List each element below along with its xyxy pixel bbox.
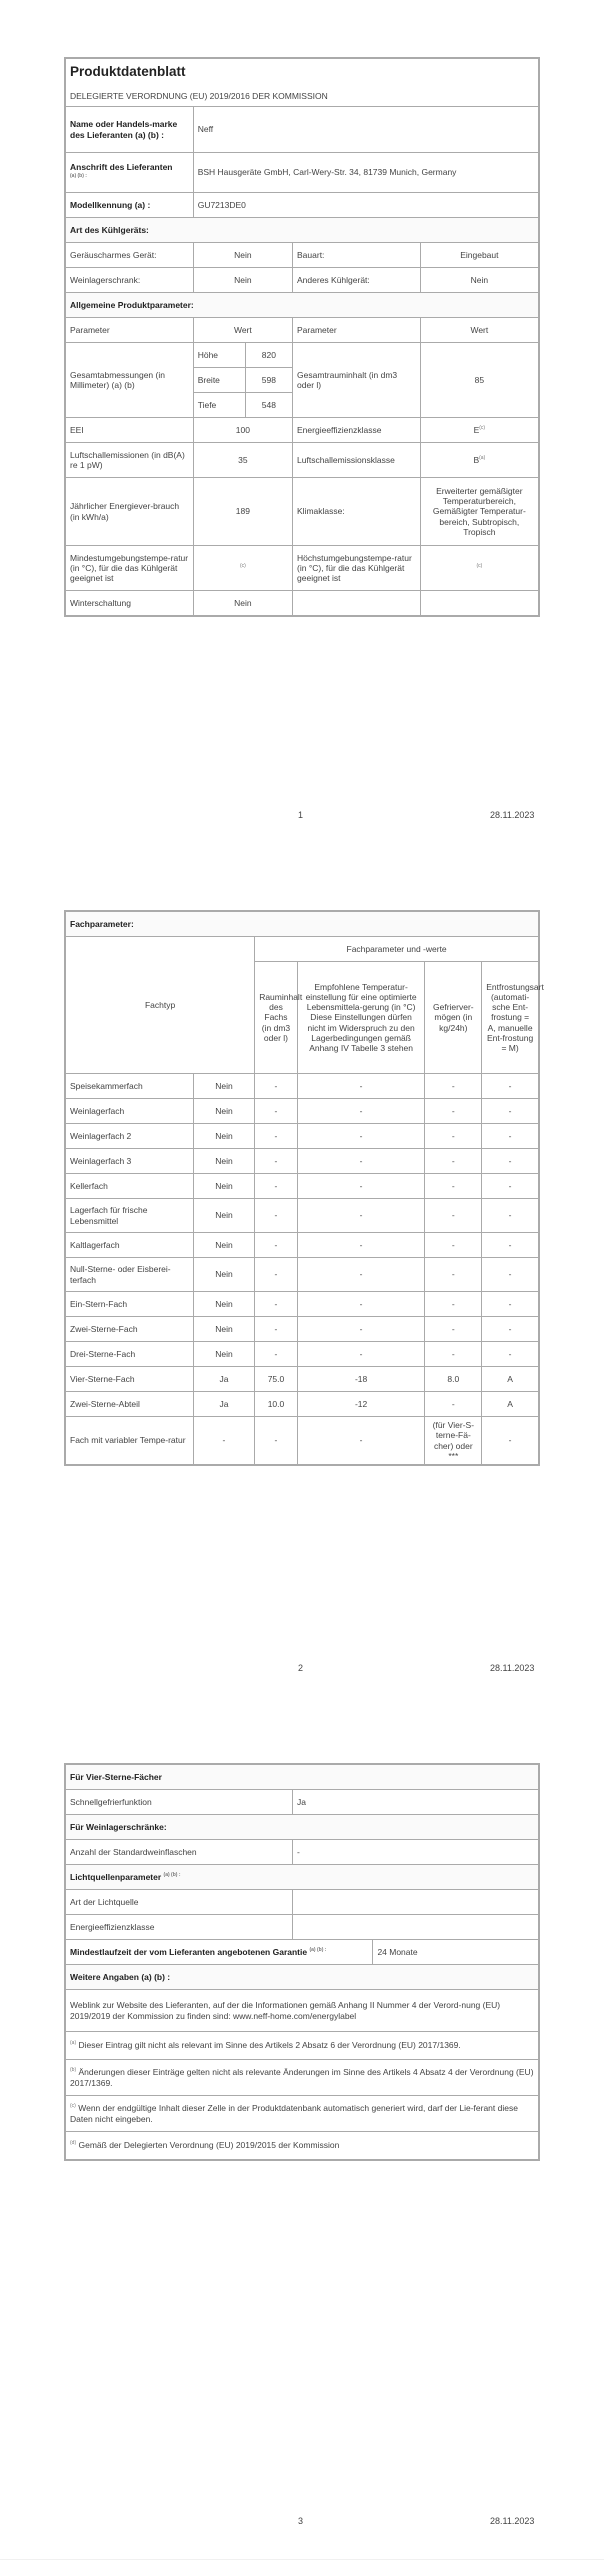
model-label: Modellkennung (a) : <box>66 193 194 218</box>
compartment-present: - <box>193 1417 254 1465</box>
compartment-name: Fach mit variabler Tempe-ratur <box>66 1417 194 1465</box>
lighttype-label: Art der Lichtquelle <box>66 1890 293 1915</box>
compartment-name: Weinlagerfach 3 <box>66 1149 194 1174</box>
compartment-defrost: - <box>482 1174 539 1199</box>
col-volume-header: Rauminhalt des Fachs (in dm3 oder l) <box>255 962 298 1074</box>
quickfreeze-label: Schnellgefrierfunktion <box>66 1790 293 1815</box>
volume-value: 85 <box>420 343 538 418</box>
page-2 <box>0 853 604 1706</box>
col-value-header: Wert <box>193 318 292 343</box>
compartment-freeze: - <box>425 1074 482 1099</box>
compartment-volume: - <box>255 1292 298 1317</box>
compartment-volume: 75.0 <box>255 1367 298 1392</box>
compartment-defrost: - <box>482 1417 539 1465</box>
compartment-defrost: - <box>482 1099 539 1124</box>
compartment-name: Vier-Sterne-Fach <box>66 1367 194 1392</box>
compartment-defrost: - <box>482 1292 539 1317</box>
general-section: Allgemeine Produktparameter: <box>66 293 539 318</box>
note-b: $^{(b)}$ Änderungen dieser Einträge gelten nicht als relevante Änderungen im Sinne des Artikels 4 Absatz 4 der Verordnung (EU) 2017/1369. <box>66 2060 539 2096</box>
build-label: Bauart: <box>293 243 421 268</box>
lightclass-label: Energieeffizienzklasse <box>66 1915 293 1940</box>
table-row <box>66 1367 539 1392</box>
compartment-defrost: A <box>482 1367 539 1392</box>
compartment-temp: - <box>297 1292 425 1317</box>
compartment-name: Zwei-Sterne-Abteil <box>66 1392 194 1417</box>
compartment-defrost: - <box>482 1233 539 1258</box>
compartment-freeze: (für Vier-S-terne-Fä-cher) oder *** <box>425 1417 482 1465</box>
climate-value: Erweiterter gemäßigter Temperaturbereich, Gemäßigter Temperatur-bereich, Subtropisch, Tropisch <box>420 478 538 546</box>
compartment-temp: -12 <box>297 1392 425 1417</box>
model-value: GU7213DE0 <box>193 193 538 218</box>
compartment-table <box>65 911 544 1465</box>
table-row <box>66 1233 539 1258</box>
compartment-volume: - <box>255 1342 298 1367</box>
compartment-volume: - <box>255 1317 298 1342</box>
page-number: 3 <box>298 2516 304 2526</box>
maxtemp-value-cell <box>420 546 538 591</box>
address-label: Anschrift des Lieferanten $^{(a) (b) :}$ <box>66 153 194 193</box>
col-group-header: Fachparameter und -werte <box>255 937 539 962</box>
compartment-temp: - <box>297 1099 425 1124</box>
table-row <box>66 1342 539 1367</box>
col-defrost-header: Entfrostungsart (automati-sche Ent-frostung = A, manuelle Ent-frostung = M) <box>482 962 539 1074</box>
compartment-present: Nein <box>193 1124 254 1149</box>
compartment-present: Nein <box>193 1149 254 1174</box>
table-row <box>66 1149 539 1174</box>
compartment-present: Nein <box>193 1174 254 1199</box>
note-a: $^{(a)}$ Dieser Eintrag gilt nicht als relevant im Sinne des Artikels 2 Absatz 6 der Verordnung (EU) 2017/1369. <box>66 2032 539 2060</box>
table-row <box>66 1392 539 1417</box>
compartment-present: Nein <box>193 1317 254 1342</box>
fourstar-section: Für Vier-Sterne-Fächer <box>66 1765 539 1790</box>
compartment-freeze: - <box>425 1149 482 1174</box>
compartment-volume: - <box>255 1233 298 1258</box>
page-3 <box>0 1706 604 2559</box>
page-1 <box>0 0 604 853</box>
volume-label: Gesamtrauminhalt (in dm3 oder l) <box>293 343 421 418</box>
table-row <box>66 1292 539 1317</box>
empty-cell <box>420 591 538 616</box>
build-value: Eingebaut <box>420 243 538 268</box>
col-type-header: Fachtyp <box>66 937 255 1074</box>
compartment-volume: - <box>255 1149 298 1174</box>
additional-box <box>64 1763 540 2161</box>
lighttype-value <box>293 1890 539 1915</box>
compartment-present: Nein <box>193 1292 254 1317</box>
compartment-temp: - <box>297 1342 425 1367</box>
compartment-defrost: - <box>482 1074 539 1099</box>
compartment-defrost: - <box>482 1258 539 1292</box>
page-date: 28.11.2023 <box>490 810 535 820</box>
bottles-value: - <box>293 1840 539 1865</box>
table-row <box>66 1199 539 1233</box>
table-row <box>66 1417 539 1465</box>
page-number: 1 <box>298 810 304 820</box>
compartment-freeze: - <box>425 1099 482 1124</box>
col-param-header-2: Parameter <box>293 318 421 343</box>
table-row <box>66 1074 539 1099</box>
compartment-defrost: - <box>482 1124 539 1149</box>
table-row <box>66 1099 539 1124</box>
compartment-freeze: - <box>425 1317 482 1342</box>
compartment-present: Nein <box>193 1258 254 1292</box>
table-row <box>66 1174 539 1199</box>
compartment-freeze: 8.0 <box>425 1367 482 1392</box>
compartment-volume: - <box>255 1417 298 1465</box>
compartment-present: Nein <box>193 1233 254 1258</box>
page-title: Produktdatenblatt <box>70 64 186 80</box>
compartment-volume: 10.0 <box>255 1392 298 1417</box>
winter-value: Nein <box>193 591 292 616</box>
wine-value: Nein <box>193 268 292 293</box>
width-label: Breite <box>193 368 245 393</box>
compartment-section: Fachparameter: <box>66 912 539 937</box>
warranty-label: Mindestlaufzeit der vom Lieferanten angebotenen Garantie $^{(a) (b) :}$ <box>66 1940 373 1965</box>
compartment-temp: - <box>297 1233 425 1258</box>
compartment-freeze: - <box>425 1392 482 1417</box>
height-label: Höhe <box>193 343 245 368</box>
compartment-name: Zwei-Sterne-Fach <box>66 1317 194 1342</box>
compartment-present: Nein <box>193 1074 254 1099</box>
compartment-volume: - <box>255 1174 298 1199</box>
dims-label: Gesamtabmessungen (in Millimeter) (a) (b) <box>66 343 194 418</box>
noiseclass-label: Luftschallemissionsklasse <box>293 443 421 478</box>
compartment-temp: -18 <box>297 1367 425 1392</box>
compartment-name: Drei-Sterne-Fach <box>66 1342 194 1367</box>
compartment-present: Ja <box>193 1367 254 1392</box>
more-section: Weitere Angaben (a) (b) : <box>66 1965 539 1990</box>
compartment-box <box>64 910 544 1466</box>
table-row <box>66 1258 539 1292</box>
maxtemp-value: (c) <box>476 563 483 570</box>
compartment-temp: - <box>297 1149 425 1174</box>
compartment-present: Nein <box>193 1199 254 1233</box>
table-row <box>66 1124 539 1149</box>
width-value: 598 <box>245 368 292 393</box>
page-number: 2 <box>298 1663 304 1673</box>
col-freeze-header: Gefrierver-mögen (in kg/24h) <box>425 962 482 1074</box>
compartment-name: Weinlagerfach <box>66 1099 194 1124</box>
type-section: Art des Kühlgeräts: <box>66 218 539 243</box>
warranty-value: 24 Monate <box>373 1940 539 1965</box>
eclass-value: $E^{(c)}$ <box>420 418 538 443</box>
table-row <box>66 1317 539 1342</box>
compartment-freeze: - <box>425 1292 482 1317</box>
page-date: 28.11.2023 <box>490 1663 535 1673</box>
compartment-volume: - <box>255 1124 298 1149</box>
compartment-present: Nein <box>193 1099 254 1124</box>
compartment-defrost: - <box>482 1317 539 1342</box>
mintemp-value: (c) <box>239 563 246 570</box>
weblink-text: Weblink zur Website des Lieferanten, auf der die Informationen gemäß Anhang II Nummer 4 der Verord-nung (EU) 2019/2019 der Kommission zu finden sind: www.neff-home.com/energylabel <box>66 1990 539 2032</box>
compartment-freeze: - <box>425 1258 482 1292</box>
maxtemp-label: Höchstumgebungstempe-ratur (in °C), für die das Kühlgerät geeignet ist <box>293 546 421 591</box>
page-date: 28.11.2023 <box>490 2516 535 2526</box>
compartment-present: Ja <box>193 1392 254 1417</box>
compartment-defrost: - <box>482 1342 539 1367</box>
compartment-name: Kellerfach <box>66 1174 194 1199</box>
compartment-temp: - <box>297 1317 425 1342</box>
depth-value: 548 <box>245 393 292 418</box>
compartment-defrost: A <box>482 1392 539 1417</box>
climate-label: Klimaklasse: <box>293 478 421 546</box>
additional-table <box>65 1764 539 2160</box>
compartment-temp: - <box>297 1258 425 1292</box>
address-value: BSH Hausgeräte GmbH, Carl-Wery-Str. 34, 81739 Munich, Germany <box>193 153 538 193</box>
compartment-name: Speisekammerfach <box>66 1074 194 1099</box>
other-value: Nein <box>420 268 538 293</box>
light-section: Lichtquellenparameter $^{(a) (b) :}$ <box>66 1865 539 1890</box>
compartment-temp: - <box>297 1199 425 1233</box>
energy-label: Jährlicher Energiever-brauch (in kWh/a) <box>66 478 194 546</box>
empty-cell <box>293 591 421 616</box>
noiseclass-value: $B^{(a)}$ <box>420 443 538 478</box>
height-value: 820 <box>245 343 292 368</box>
compartment-name: Ein-Stern-Fach <box>66 1292 194 1317</box>
mintemp-label: Mindestumgebungstempe-ratur (in °C), für die das Kühlgerät geeignet ist <box>66 546 194 591</box>
other-label: Anderes Kühlgerät: <box>293 268 421 293</box>
noise-label: Luftschallemissionen (in dB(A) re 1 pW) <box>66 443 194 478</box>
compartment-name: Weinlagerfach 2 <box>66 1124 194 1149</box>
compartment-temp: - <box>297 1124 425 1149</box>
eei-value: 100 <box>193 418 292 443</box>
mintemp-value-cell <box>193 546 292 591</box>
quiet-value: Nein <box>193 243 292 268</box>
quickfreeze-value: Ja <box>293 1790 539 1815</box>
compartment-volume: - <box>255 1199 298 1233</box>
depth-label: Tiefe <box>193 393 245 418</box>
product-sheet-box <box>64 57 540 617</box>
brand-value: Neff <box>193 107 538 153</box>
note-d: $^{(d)}$ Gemäß der Delegierten Verordnung (EU) 2019/2015 der Kommission <box>66 2132 539 2160</box>
wine-section: Für Weinlagerschränke: <box>66 1815 539 1840</box>
compartment-freeze: - <box>425 1124 482 1149</box>
lightclass-value <box>293 1915 539 1940</box>
compartment-freeze: - <box>425 1174 482 1199</box>
col-value-header-2: Wert <box>420 318 538 343</box>
brand-label: Name oder Handels-marke des Lieferanten (a) (b) : <box>66 107 194 153</box>
wine-label: Weinlagerschrank: <box>66 268 194 293</box>
compartment-freeze: - <box>425 1233 482 1258</box>
compartment-volume: - <box>255 1074 298 1099</box>
winter-label: Winterschaltung <box>66 591 194 616</box>
compartment-name: Null-Sterne- oder Eisberei-terfach <box>66 1258 194 1292</box>
eei-label: EEI <box>66 418 194 443</box>
compartment-defrost: - <box>482 1149 539 1174</box>
compartment-defrost: - <box>482 1199 539 1233</box>
compartment-volume: - <box>255 1099 298 1124</box>
quiet-label: Geräuscharmes Gerät: <box>66 243 194 268</box>
noise-value: 35 <box>193 443 292 478</box>
compartment-present: Nein <box>193 1342 254 1367</box>
col-param-header: Parameter <box>66 318 194 343</box>
col-temp-header: Empfohlene Temperatur-einstellung für eine optimierte Lebensmittela-gerung (in °C) Diese Einstellungen dürfen nicht im Widerspruch zu den Lagerbedingungen gemäß Anhang IV Tabelle 3 stehen <box>297 962 425 1074</box>
compartment-volume: - <box>255 1258 298 1292</box>
compartment-freeze: - <box>425 1199 482 1233</box>
bottles-label: Anzahl der Standardweinflaschen <box>66 1840 293 1865</box>
compartment-temp: - <box>297 1417 425 1465</box>
compartment-temp: - <box>297 1174 425 1199</box>
energy-value: 189 <box>193 478 292 546</box>
page-subtitle: DELEGIERTE VERORDNUNG (EU) 2019/2016 DER KOMMISSION <box>66 86 539 107</box>
compartment-name: Kaltlagerfach <box>66 1233 194 1258</box>
note-c: $^{(c)}$ Wenn der endgültige Inhalt dieser Zelle in der Produktdatenbank automatisch generiert wird, darf der Lie-ferant diese Daten nicht eingeben. <box>66 2096 539 2132</box>
general-table <box>65 58 539 616</box>
compartment-freeze: - <box>425 1342 482 1367</box>
eclass-label: Energieeffizienzklasse <box>293 418 421 443</box>
compartment-name: Lagerfach für frische Lebensmittel <box>66 1199 194 1233</box>
compartment-temp: - <box>297 1074 425 1099</box>
